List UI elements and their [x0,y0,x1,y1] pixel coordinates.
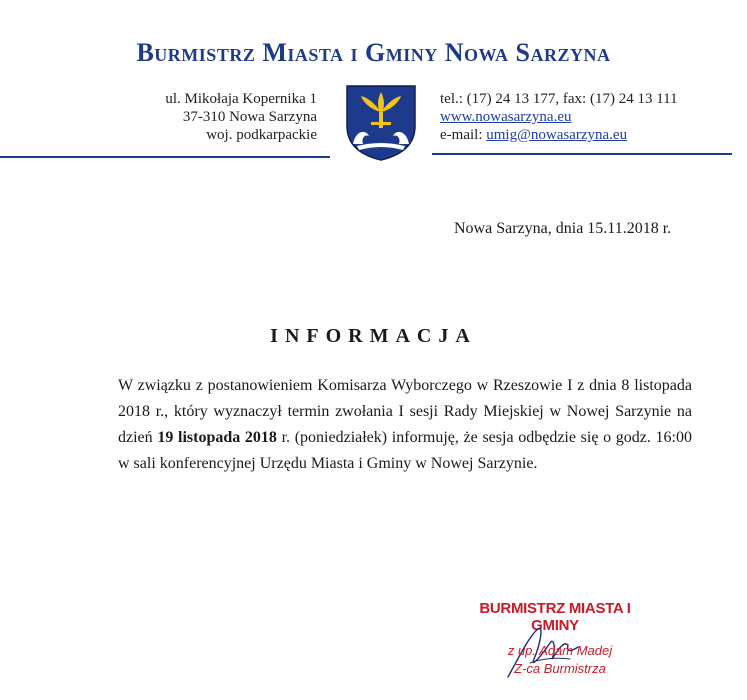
coat-of-arms-icon [341,82,421,162]
body-bold-date: 19 listopada 2018 [157,429,277,446]
body-paragraph [118,373,692,477]
address-block [165,90,317,144]
address-region: woj. podkarpackie [206,127,317,143]
date-line: Nowa Sarzyna, dnia 15.11.2018 r. [454,220,672,237]
email-link[interactable]: umig@nowasarzyna.eu [486,127,628,143]
email-label: e-mail: [440,127,487,143]
body-text-1: W związku z postanowieniem Komisarza Wyborczego w Rzeszowie I z dnia 8 listopada 2018 r., który wyznaczył termin zwołania I sesji Rady Miejskiej w Nowej Sarzynie na dzień [118,377,692,446]
deputy-title: Z-ca Burmistrza [514,661,606,676]
body-text-2: r. (poniedziałek) informuję, że sesja odbędzie się o godz. 16:00 w sali konferencyjnej Urzędu Miasta i Gminy w Nowej Sarzynie. [118,429,692,472]
website-link[interactable]: www.nowasarzyna.eu [440,109,572,125]
letterhead-title: Burmistrz Miasta i Gminy Nowa Sarzyna [136,38,611,67]
official-stamp-title: BURMISTRZ MIASTA I GMINY [479,600,631,634]
document-heading: INFORMACJA [270,325,477,347]
deputy-name: z up. Adam Madej [507,643,613,658]
phone-fax: tel.: (17) 24 13 177, fax: (17) 24 13 111 [440,91,678,107]
contact-block [440,90,678,144]
address-city: 37-310 Nowa Sarzyna [182,109,317,125]
header-rule-right [432,153,732,155]
address-street: ul. Mikołaja Kopernika 1 [165,91,317,107]
header-rule-left [0,156,330,158]
